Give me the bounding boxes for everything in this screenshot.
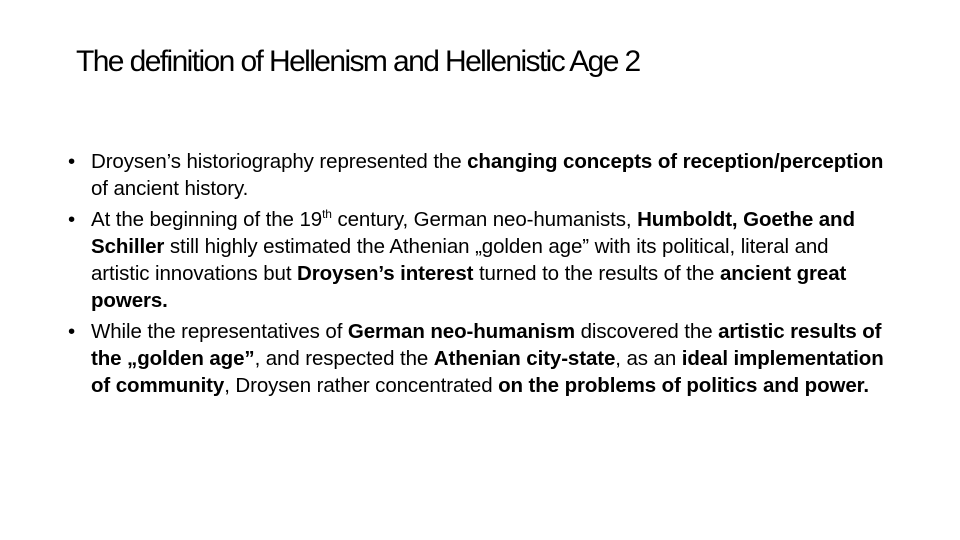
bullet-text: discovered the (574, 320, 719, 343)
bold-phrase: German neo-humanism (347, 320, 575, 343)
bullet-text: , as an (615, 347, 682, 370)
bullet-text: , and respected the (254, 347, 434, 370)
bold-phrase: ideal implementation of community (91, 347, 884, 397)
bullet-marker: • (68, 150, 76, 173)
bold-phrase: Athenian city-state (433, 347, 616, 370)
bold-phrase: on the problems of politics and power. (498, 374, 870, 397)
slide-title: The definition of Hellenism and Hellenistic Age 2 (76, 45, 640, 78)
bold-phrase: Humboldt, Goethe and Schiller (91, 208, 855, 258)
bold-phrase: artistic results of the „golden age” (91, 320, 882, 370)
bullet-marker: • (68, 320, 76, 343)
bullet-marker: • (68, 208, 76, 231)
bullet-text: turned to the results of the (473, 262, 720, 285)
bullet-list (68, 148, 888, 403)
bullet-item-1 (68, 148, 888, 202)
bullet-text: While the representatives of (91, 320, 348, 343)
bullet-item-2 (68, 206, 888, 314)
bold-phrase: Droysen’s interest (297, 262, 474, 285)
bold-phrase: changing concepts of reception/perception (467, 150, 884, 173)
superscript: th (322, 207, 332, 221)
bullet-text: , Droysen rather concentrated (224, 374, 499, 397)
bold-phrase: ancient great powers. (91, 262, 847, 312)
bullet-text: still highly estimated the Athenian „golden age” with its political, literal and artistic innovations but (91, 235, 829, 285)
bullet-text: of ancient history. (91, 177, 249, 200)
bullet-text: Droysen’s historiography represented the (91, 150, 468, 173)
bullet-text: At the beginning of the 19 (91, 208, 323, 231)
bullet-item-3 (68, 318, 888, 399)
bullet-text: century, German neo-humanists, (331, 208, 638, 231)
